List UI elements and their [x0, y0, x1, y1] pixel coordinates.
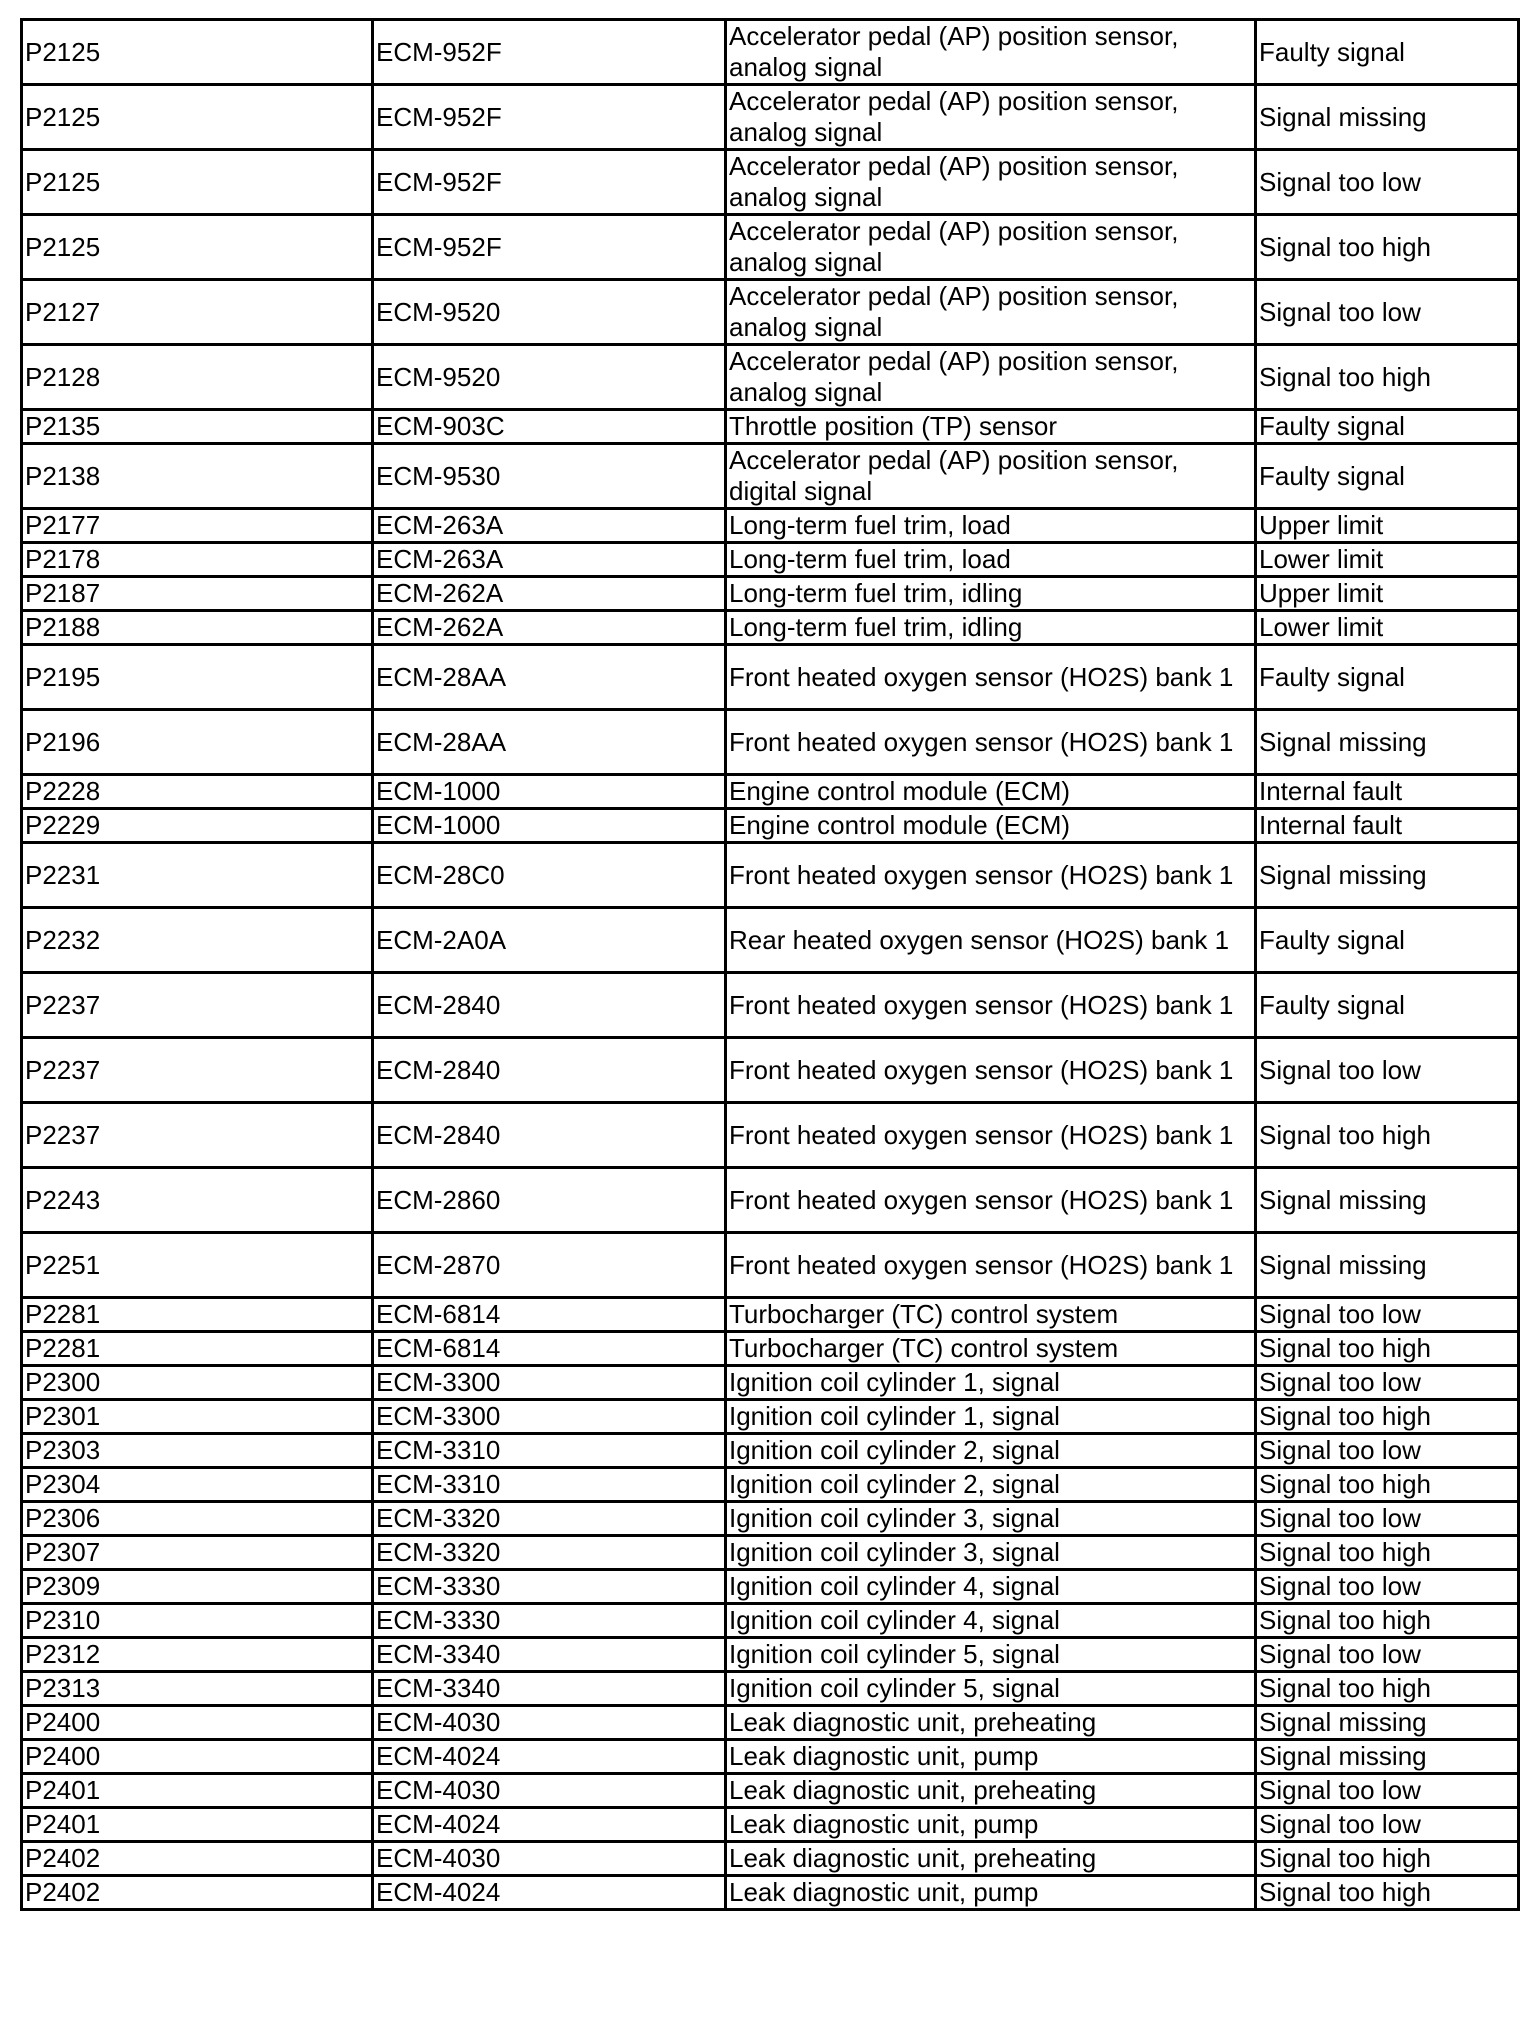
ecm-code-cell: ECM-2A0A: [373, 908, 726, 973]
fault-type-cell: Signal too high: [1256, 1876, 1519, 1910]
dtc-code-cell: P2127: [22, 280, 373, 345]
fault-type-cell: Faulty signal: [1256, 20, 1519, 85]
component-cell: Long-term fuel trim, load: [726, 543, 1256, 577]
ecm-code-cell: ECM-28AA: [373, 645, 726, 710]
ecm-code-cell: ECM-28C0: [373, 843, 726, 908]
component-cell: Front heated oxygen sensor (HO2S) bank 1: [726, 710, 1256, 775]
table-row: [22, 1774, 1519, 1808]
component-cell: Accelerator pedal (AP) position sensor, analog signal: [726, 345, 1256, 410]
component-cell: Leak diagnostic unit, preheating: [726, 1842, 1256, 1876]
ecm-code-cell: ECM-952F: [373, 85, 726, 150]
ecm-code-cell: ECM-4024: [373, 1876, 726, 1910]
ecm-code-cell: ECM-3320: [373, 1502, 726, 1536]
component-cell: Accelerator pedal (AP) position sensor, digital signal: [726, 444, 1256, 509]
fault-type-cell: Signal too low: [1256, 1038, 1519, 1103]
table-row: [22, 645, 1519, 710]
component-cell: Leak diagnostic unit, preheating: [726, 1774, 1256, 1808]
dtc-code-cell: P2303: [22, 1434, 373, 1468]
fault-type-cell: Signal too high: [1256, 345, 1519, 410]
table-row: [22, 1876, 1519, 1910]
component-cell: Engine control module (ECM): [726, 775, 1256, 809]
component-cell: Long-term fuel trim, idling: [726, 611, 1256, 645]
ecm-code-cell: ECM-263A: [373, 543, 726, 577]
dtc-code-cell: P2196: [22, 710, 373, 775]
dtc-code-cell: P2135: [22, 410, 373, 444]
fault-type-cell: Lower limit: [1256, 611, 1519, 645]
component-cell: Ignition coil cylinder 5, signal: [726, 1638, 1256, 1672]
dtc-code-cell: P2188: [22, 611, 373, 645]
ecm-code-cell: ECM-4030: [373, 1774, 726, 1808]
table-row: [22, 1366, 1519, 1400]
component-cell: Front heated oxygen sensor (HO2S) bank 1: [726, 1168, 1256, 1233]
ecm-code-cell: ECM-262A: [373, 577, 726, 611]
component-cell: Leak diagnostic unit, preheating: [726, 1706, 1256, 1740]
fault-type-cell: Signal too high: [1256, 1332, 1519, 1366]
fault-type-cell: Internal fault: [1256, 775, 1519, 809]
dtc-code-cell: P2312: [22, 1638, 373, 1672]
table-row: [22, 710, 1519, 775]
table-row: [22, 577, 1519, 611]
table-row: [22, 150, 1519, 215]
dtc-code-cell: P2400: [22, 1706, 373, 1740]
ecm-code-cell: ECM-3330: [373, 1570, 726, 1604]
fault-type-cell: Signal missing: [1256, 1168, 1519, 1233]
ecm-code-cell: ECM-3330: [373, 1604, 726, 1638]
ecm-code-cell: ECM-4024: [373, 1808, 726, 1842]
component-cell: Leak diagnostic unit, pump: [726, 1740, 1256, 1774]
fault-type-cell: Signal too low: [1256, 1502, 1519, 1536]
ecm-code-cell: ECM-3300: [373, 1366, 726, 1400]
table-row: [22, 1842, 1519, 1876]
ecm-code-cell: ECM-952F: [373, 20, 726, 85]
dtc-code-cell: P2237: [22, 1038, 373, 1103]
dtc-code-cell: P2229: [22, 809, 373, 843]
dtc-code-cell: P2178: [22, 543, 373, 577]
ecm-code-cell: ECM-952F: [373, 215, 726, 280]
dtc-code-cell: P2243: [22, 1168, 373, 1233]
ecm-code-cell: ECM-9530: [373, 444, 726, 509]
dtc-code-cell: P2125: [22, 85, 373, 150]
component-cell: Front heated oxygen sensor (HO2S) bank 1: [726, 973, 1256, 1038]
component-cell: Front heated oxygen sensor (HO2S) bank 1: [726, 645, 1256, 710]
component-cell: Accelerator pedal (AP) position sensor, analog signal: [726, 280, 1256, 345]
component-cell: Ignition coil cylinder 1, signal: [726, 1400, 1256, 1434]
component-cell: Accelerator pedal (AP) position sensor, analog signal: [726, 85, 1256, 150]
table-row: [22, 280, 1519, 345]
dtc-code-cell: P2237: [22, 973, 373, 1038]
table-row: [22, 1570, 1519, 1604]
table-row: [22, 85, 1519, 150]
table-row: [22, 1672, 1519, 1706]
component-cell: Leak diagnostic unit, pump: [726, 1808, 1256, 1842]
component-cell: Ignition coil cylinder 3, signal: [726, 1536, 1256, 1570]
table-row: [22, 509, 1519, 543]
fault-type-cell: Signal too low: [1256, 1434, 1519, 1468]
ecm-code-cell: ECM-2840: [373, 973, 726, 1038]
component-cell: Front heated oxygen sensor (HO2S) bank 1: [726, 843, 1256, 908]
fault-type-cell: Signal missing: [1256, 710, 1519, 775]
table-row: [22, 1740, 1519, 1774]
dtc-code-cell: P2251: [22, 1233, 373, 1298]
component-cell: Ignition coil cylinder 2, signal: [726, 1434, 1256, 1468]
dtc-code-cell: P2281: [22, 1298, 373, 1332]
fault-type-cell: Lower limit: [1256, 543, 1519, 577]
fault-type-cell: Faulty signal: [1256, 444, 1519, 509]
table-row: [22, 843, 1519, 908]
table-row: [22, 1103, 1519, 1168]
fault-type-cell: Signal too high: [1256, 1400, 1519, 1434]
ecm-code-cell: ECM-952F: [373, 150, 726, 215]
table-row: [22, 1168, 1519, 1233]
component-cell: Ignition coil cylinder 3, signal: [726, 1502, 1256, 1536]
component-cell: Long-term fuel trim, load: [726, 509, 1256, 543]
fault-type-cell: Faulty signal: [1256, 645, 1519, 710]
fault-type-cell: Signal too low: [1256, 1570, 1519, 1604]
fault-type-cell: Internal fault: [1256, 809, 1519, 843]
table-row: [22, 1468, 1519, 1502]
ecm-code-cell: ECM-6814: [373, 1298, 726, 1332]
ecm-code-cell: ECM-3340: [373, 1638, 726, 1672]
component-cell: Ignition coil cylinder 2, signal: [726, 1468, 1256, 1502]
component-cell: Ignition coil cylinder 4, signal: [726, 1604, 1256, 1638]
ecm-code-cell: ECM-3310: [373, 1434, 726, 1468]
table-row: [22, 1638, 1519, 1672]
fault-type-cell: Signal too low: [1256, 1808, 1519, 1842]
component-cell: Turbocharger (TC) control system: [726, 1332, 1256, 1366]
table-row: [22, 775, 1519, 809]
fault-type-cell: Signal too high: [1256, 1672, 1519, 1706]
fault-type-cell: Signal too high: [1256, 215, 1519, 280]
table-row: [22, 215, 1519, 280]
ecm-code-cell: ECM-2840: [373, 1038, 726, 1103]
fault-type-cell: Signal too low: [1256, 280, 1519, 345]
dtc-code-cell: P2128: [22, 345, 373, 410]
ecm-code-cell: ECM-3310: [373, 1468, 726, 1502]
fault-type-cell: Signal too low: [1256, 1298, 1519, 1332]
table-row: [22, 1233, 1519, 1298]
component-cell: Ignition coil cylinder 5, signal: [726, 1672, 1256, 1706]
dtc-code-cell: P2400: [22, 1740, 373, 1774]
table-row: [22, 1808, 1519, 1842]
dtc-code-cell: P2237: [22, 1103, 373, 1168]
ecm-code-cell: ECM-2870: [373, 1233, 726, 1298]
ecm-code-cell: ECM-9520: [373, 280, 726, 345]
ecm-code-cell: ECM-4030: [373, 1706, 726, 1740]
fault-type-cell: Faulty signal: [1256, 973, 1519, 1038]
fault-type-cell: Signal too high: [1256, 1604, 1519, 1638]
dtc-code-cell: P2402: [22, 1842, 373, 1876]
table-row: [22, 1706, 1519, 1740]
dtc-code-cell: P2228: [22, 775, 373, 809]
fault-type-cell: Signal missing: [1256, 1706, 1519, 1740]
ecm-code-cell: ECM-6814: [373, 1332, 726, 1366]
table-row: [22, 1434, 1519, 1468]
dtc-code-cell: P2177: [22, 509, 373, 543]
dtc-code-cell: P2187: [22, 577, 373, 611]
component-cell: Ignition coil cylinder 1, signal: [726, 1366, 1256, 1400]
ecm-code-cell: ECM-1000: [373, 775, 726, 809]
dtc-code-cell: P2125: [22, 215, 373, 280]
ecm-code-cell: ECM-262A: [373, 611, 726, 645]
ecm-code-cell: ECM-3320: [373, 1536, 726, 1570]
table-row: [22, 444, 1519, 509]
fault-type-cell: Signal too high: [1256, 1536, 1519, 1570]
ecm-code-cell: ECM-28AA: [373, 710, 726, 775]
component-cell: Leak diagnostic unit, pump: [726, 1876, 1256, 1910]
component-cell: Rear heated oxygen sensor (HO2S) bank 1: [726, 908, 1256, 973]
fault-type-cell: Faulty signal: [1256, 908, 1519, 973]
component-cell: Ignition coil cylinder 4, signal: [726, 1570, 1256, 1604]
ecm-code-cell: ECM-4024: [373, 1740, 726, 1774]
component-cell: Accelerator pedal (AP) position sensor, analog signal: [726, 150, 1256, 215]
dtc-code-cell: P2310: [22, 1604, 373, 1638]
dtc-code-cell: P2232: [22, 908, 373, 973]
fault-type-cell: Signal too low: [1256, 1366, 1519, 1400]
dtc-table-body: [22, 20, 1519, 1910]
table-row: [22, 410, 1519, 444]
table-row: [22, 908, 1519, 973]
table-row: [22, 345, 1519, 410]
fault-type-cell: Signal too low: [1256, 1774, 1519, 1808]
table-row: [22, 1400, 1519, 1434]
fault-type-cell: Upper limit: [1256, 509, 1519, 543]
ecm-code-cell: ECM-9520: [373, 345, 726, 410]
fault-type-cell: Signal missing: [1256, 1740, 1519, 1774]
component-cell: Front heated oxygen sensor (HO2S) bank 1: [726, 1103, 1256, 1168]
component-cell: Turbocharger (TC) control system: [726, 1298, 1256, 1332]
fault-type-cell: Signal missing: [1256, 1233, 1519, 1298]
dtc-code-cell: P2125: [22, 20, 373, 85]
dtc-table: [20, 18, 1520, 1911]
component-cell: Accelerator pedal (AP) position sensor, analog signal: [726, 215, 1256, 280]
dtc-code-cell: P2309: [22, 1570, 373, 1604]
fault-type-cell: Signal missing: [1256, 843, 1519, 908]
fault-type-cell: Signal missing: [1256, 85, 1519, 150]
dtc-code-cell: P2195: [22, 645, 373, 710]
dtc-code-cell: P2125: [22, 150, 373, 215]
ecm-code-cell: ECM-903C: [373, 410, 726, 444]
table-row: [22, 1536, 1519, 1570]
fault-type-cell: Signal too high: [1256, 1468, 1519, 1502]
dtc-code-cell: P2231: [22, 843, 373, 908]
table-row: [22, 543, 1519, 577]
ecm-code-cell: ECM-263A: [373, 509, 726, 543]
fault-type-cell: Signal too low: [1256, 1638, 1519, 1672]
dtc-code-cell: P2401: [22, 1774, 373, 1808]
dtc-code-cell: P2138: [22, 444, 373, 509]
dtc-code-cell: P2402: [22, 1876, 373, 1910]
component-cell: Front heated oxygen sensor (HO2S) bank 1: [726, 1038, 1256, 1103]
ecm-code-cell: ECM-2840: [373, 1103, 726, 1168]
ecm-code-cell: ECM-3300: [373, 1400, 726, 1434]
table-row: [22, 1298, 1519, 1332]
ecm-code-cell: ECM-1000: [373, 809, 726, 843]
table-row: [22, 1038, 1519, 1103]
ecm-code-cell: ECM-4030: [373, 1842, 726, 1876]
component-cell: Accelerator pedal (AP) position sensor, analog signal: [726, 20, 1256, 85]
dtc-code-cell: P2313: [22, 1672, 373, 1706]
component-cell: Front heated oxygen sensor (HO2S) bank 1: [726, 1233, 1256, 1298]
table-row: [22, 611, 1519, 645]
table-row: [22, 1604, 1519, 1638]
component-cell: Long-term fuel trim, idling: [726, 577, 1256, 611]
fault-type-cell: Signal too high: [1256, 1103, 1519, 1168]
table-row: [22, 809, 1519, 843]
dtc-code-cell: P2304: [22, 1468, 373, 1502]
table-row: [22, 20, 1519, 85]
dtc-code-cell: P2401: [22, 1808, 373, 1842]
dtc-code-cell: P2306: [22, 1502, 373, 1536]
dtc-code-cell: P2281: [22, 1332, 373, 1366]
table-row: [22, 1332, 1519, 1366]
dtc-code-cell: P2301: [22, 1400, 373, 1434]
fault-type-cell: Faulty signal: [1256, 410, 1519, 444]
table-row: [22, 973, 1519, 1038]
ecm-code-cell: ECM-2860: [373, 1168, 726, 1233]
ecm-code-cell: ECM-3340: [373, 1672, 726, 1706]
fault-type-cell: Signal too low: [1256, 150, 1519, 215]
dtc-code-cell: P2307: [22, 1536, 373, 1570]
dtc-code-cell: P2300: [22, 1366, 373, 1400]
component-cell: Throttle position (TP) sensor: [726, 410, 1256, 444]
component-cell: Engine control module (ECM): [726, 809, 1256, 843]
fault-type-cell: Upper limit: [1256, 577, 1519, 611]
fault-type-cell: Signal too high: [1256, 1842, 1519, 1876]
table-row: [22, 1502, 1519, 1536]
